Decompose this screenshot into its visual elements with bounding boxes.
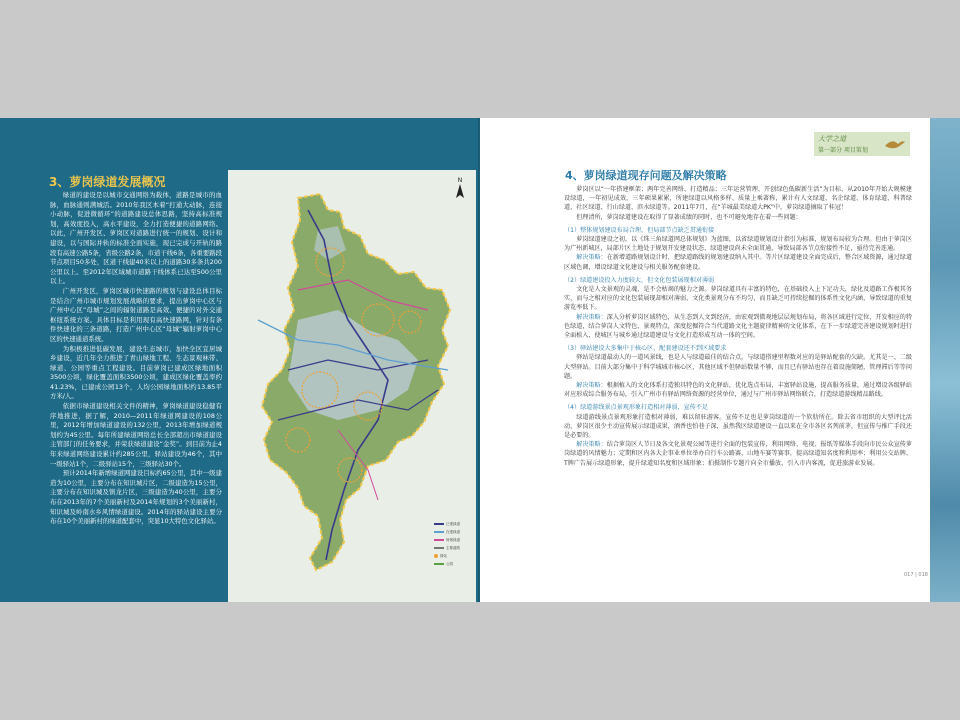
strategy-label: 解决策略： — [576, 313, 607, 321]
banner-subtitle: 第一部分 项目策划 — [818, 147, 868, 154]
issue-heading: （3）驿站建设大多集中于核心区，配套建设还不到区域要求 — [564, 345, 727, 353]
strategy-label: 解决策略： — [576, 441, 607, 449]
legend-label: 已建绿道 — [446, 521, 460, 526]
bird-illustration-icon — [884, 136, 906, 152]
legend-item — [434, 520, 474, 528]
strategy-text: 深入分析萝岗区域特色，从生态到人文到经济，由宏观到微观地层层规划布局，将各区域进行定位，开发相应的特色绿道，结合萝岗人文特色、景观特点，深度挖掘符合当代道路文化主题旋律精神的文化体系，在下一步绿道完善建设规划时进行全面植入，使城区与城乡通过绿道建设与文化打造形成互动一体的空间。 — [564, 313, 913, 340]
compass-label: N — [457, 177, 463, 184]
left-paragraph: 为积极推进低碳发展，建设生态城市，加快全区宜居城乡建设，近几年全力推进了青山绿地工程、生态景观林带、绿道、公园等重点工程建设。目前萝岗已建成区绿地面积3500公顷，绿化覆盖面积3500公顷，建成区绿化覆盖率约41.23%，已建成公园13个，人均公园绿地面积约13.85平方米/人。 — [50, 344, 222, 401]
book-spread — [0, 118, 960, 602]
legend-label: 公园 — [446, 561, 453, 566]
strategy-text: 在新增道路规划设计时，把绿道路线的规划建设纳入其中。等片区绿道建设全面完成后，整合区域资源，通过绿道区域色调，增设绿道文化建设与相关服务配套建设。 — [564, 254, 913, 271]
next-page-edge — [930, 118, 960, 602]
left-paragraph: 广州开发区，萝岗区城市快速路的规划与建设总体目标是结合广州市城市规划发展战略的要求，提出萝岗中心区与广州中心区“母城”之间的辐射道路是高效、便捷的对外交通枢纽系统方案。具体目标是利用现有高快速路网，针对有条件快速化的三条道路，打造广州中心区“母城”辐射萝岗中心区的快速通道系统。 — [50, 286, 222, 343]
issue-strategy — [564, 313, 912, 341]
issue-heading: （4）绿道游线景点景观形象打造相对薄弱，宣传不足 — [564, 404, 709, 412]
left-paragraph: 预计2014年新增绿道网建设目标约65公里，其中一级建造为10公里，主要分布在知识城片区，二级建造为15公里，主要分布在知识城及镇龙片区，三级建造为40公里，主要分布在2013年的7个美丽新村及2014年规划的3个美丽新村，知识城及岭南水乡风情绿道建设。2014年的驿站建设主要分布在10个美丽新村的绿道配套中，突显10大特色文化驿站。 — [50, 469, 222, 526]
strategy-text: 根据植入的文化体系打造独具特色的文化驿站，优化选点布局，丰富驿站设施，提高服务质量，通过增设各级驿站对应形成综合服务布局，引入广州市有驿站网络资源的经营单位，通过与广州市驿站网络联合，打造绿道游线精品路线。 — [564, 382, 913, 399]
left-paragraph: 依据市绿道建设相关文件的精神，萝岗绿道建设稳健有序地推进，据了解，2010—2011年绿道网建设的108公里，2012年增加绿道建设的132公里，2013年增加绿道规划约为45公里。每年所建绿道网络总长全部超出市绿道建设主管部门的任务要求，并荣获绿道建设“金奖”。到目前为止4年来绿道网络建设累计约285公里，驿站建设为46个，其中一级驿站1个，二级驿站15个，三级驿站30个。 — [50, 402, 222, 468]
intro-paragraph: 但理清所，萝岗绿道建设在取得了显著成绩的同时，也不可避免地存在着一些问题： — [576, 213, 802, 221]
right-body-text — [564, 185, 912, 468]
legend-label: 在建绿道 — [446, 529, 460, 534]
right-section-title: 4、萝岗绿道现存问题及解决策略 — [565, 169, 727, 182]
left-paragraph: 绿道的建设是以城市交通网络为载体，道路是城市的血脉，血脉通则满城活。2010年我区本着“打通大动脉，连接小动脉，促进微循环”的道路建设总体思路，坚持高标准规划，高效度投入，高水平建设，全力打造便捷的道路网络。以此，广州开发区、萝岗区对道路进行统一的规划、设计和建设，以与国际并轨的标准全面实施，现已完成与开轨的路段有高速公路5条，省级公路2条，市道干线6条，各重要路段节点项目50多处，区道干线建40米以上的道路30多条共200公里以上。至2012年区域城市道路干线体系已达至500公里以上。 — [50, 191, 222, 286]
compass-icon — [456, 184, 464, 198]
legend-item — [434, 552, 474, 560]
legend-item — [434, 536, 474, 544]
strategy-label: 解决策略： — [576, 254, 607, 262]
right-page — [480, 118, 930, 602]
legend-label: 驿站 — [440, 553, 447, 558]
issue-body: 萝岗绿道建设之初，以《珠三角绿道网总体规划》为蓝图，以省绿道规划设计指引为标准，规划布局较为合理。但由于萝岗区为广州新城区，局部片区土地处于规划开发建设状态，绿道建设尚未全面贯通，导致局部各节点衔接性不足，亟待完善连通。 — [564, 236, 912, 253]
legend-item — [434, 544, 474, 552]
left-page — [0, 118, 480, 602]
legend-item — [434, 528, 474, 536]
strategy-text: 结合萝岗区人节日及各文化景观公园等进行全面的包装宣传，利用网络、电视、报纸等媒体手段向市民公众宣传萝岗绿道的风情魅力；定期和区内各大企事业单位举办自行车公路赛、山地车赛等赛事，提高绿道知名度和利用率；利用公交站牌、T牌广告展示绿道形象，提升绿道知名度和区域形象；拍摄制作专题片向全市播放、引入市内客流，促进旅游业发展。 — [564, 441, 913, 467]
left-section-title: 3、萝岗绿道发展概况 — [49, 175, 166, 189]
section-banner — [814, 132, 910, 156]
issue-strategy — [564, 253, 912, 271]
issue-heading: （2）绿道建设投入力度较大，但文化包装展现相对薄弱 — [564, 276, 715, 284]
issue-heading: （1）整体规划建设布局合理，但局部节点缺乏贯通衔接 — [564, 226, 715, 234]
banner-title: 大学之道 — [818, 135, 846, 143]
left-body-text — [50, 191, 222, 527]
issue-strategy — [564, 440, 912, 468]
issue-body: 文化是人文景观的灵魂，是不会枯竭的魅力之源。萝岗绿道具有丰富的特色，在基础投入上下足功夫，绿化及道路工作极其务实，而与之相对应的文化包装展现却相对薄弱，文化类景观分布不均匀，而且缺乏可持续挖掘的体系性文化内涵，导致绿道的重复游览率低下。 — [564, 286, 912, 312]
legend-label: 规划绿道 — [446, 537, 460, 542]
greenway-map — [228, 170, 476, 602]
legend-item — [434, 560, 474, 568]
page-number: 017 | 018 — [904, 572, 928, 578]
map-legend — [434, 520, 474, 568]
issue-body: 绿道游线景点景观形象打造相对薄弱，难以留驻游客。宣传不足也是萝岗绿道的一个软肋所在。除去省市组织的大型评比活动，萝岗区很少主动宣传展示绿道成果，酒香也怕巷子深，虽然我区绿道建设一直以来在全市各区名列前茅，但宣传与推广手段还是必要的。 — [564, 413, 912, 440]
legend-label: 主要道路 — [446, 545, 460, 550]
intro-paragraph: 萝岗区以“一年搭建框架；两年完善网络、打造精品；三年运营管理、开创绿色低碳新生活”为目标，从2010年开始大规模建设绿道，一年初见成效，三年硕果累累，所建绿道以风格多样、质量上乘著称，累计有人文绿道、名企绿道、体育绿道、科普绿道、社区绿道、行山绿道、滨水绿道等。2011年7月，在“羊城最美绿道大PK”中，萝岗绿道摘取了桂冠！ — [564, 186, 912, 212]
issue-body: 驿站是绿道最动人的一道风景线，也是人与绿道最佳的结合点，与绿道搭建里程数对应的是驿站配套的欠缺。尤其是一、二级大型驿站。目前大部分集中于科学城城市核心区，其他区域不但驿站数量不够，而且已有驿站也存在着设施简陋，管理滞后等等问题。 — [564, 354, 912, 380]
issue-strategy — [564, 381, 912, 399]
strategy-label: 解决策略： — [576, 382, 607, 390]
